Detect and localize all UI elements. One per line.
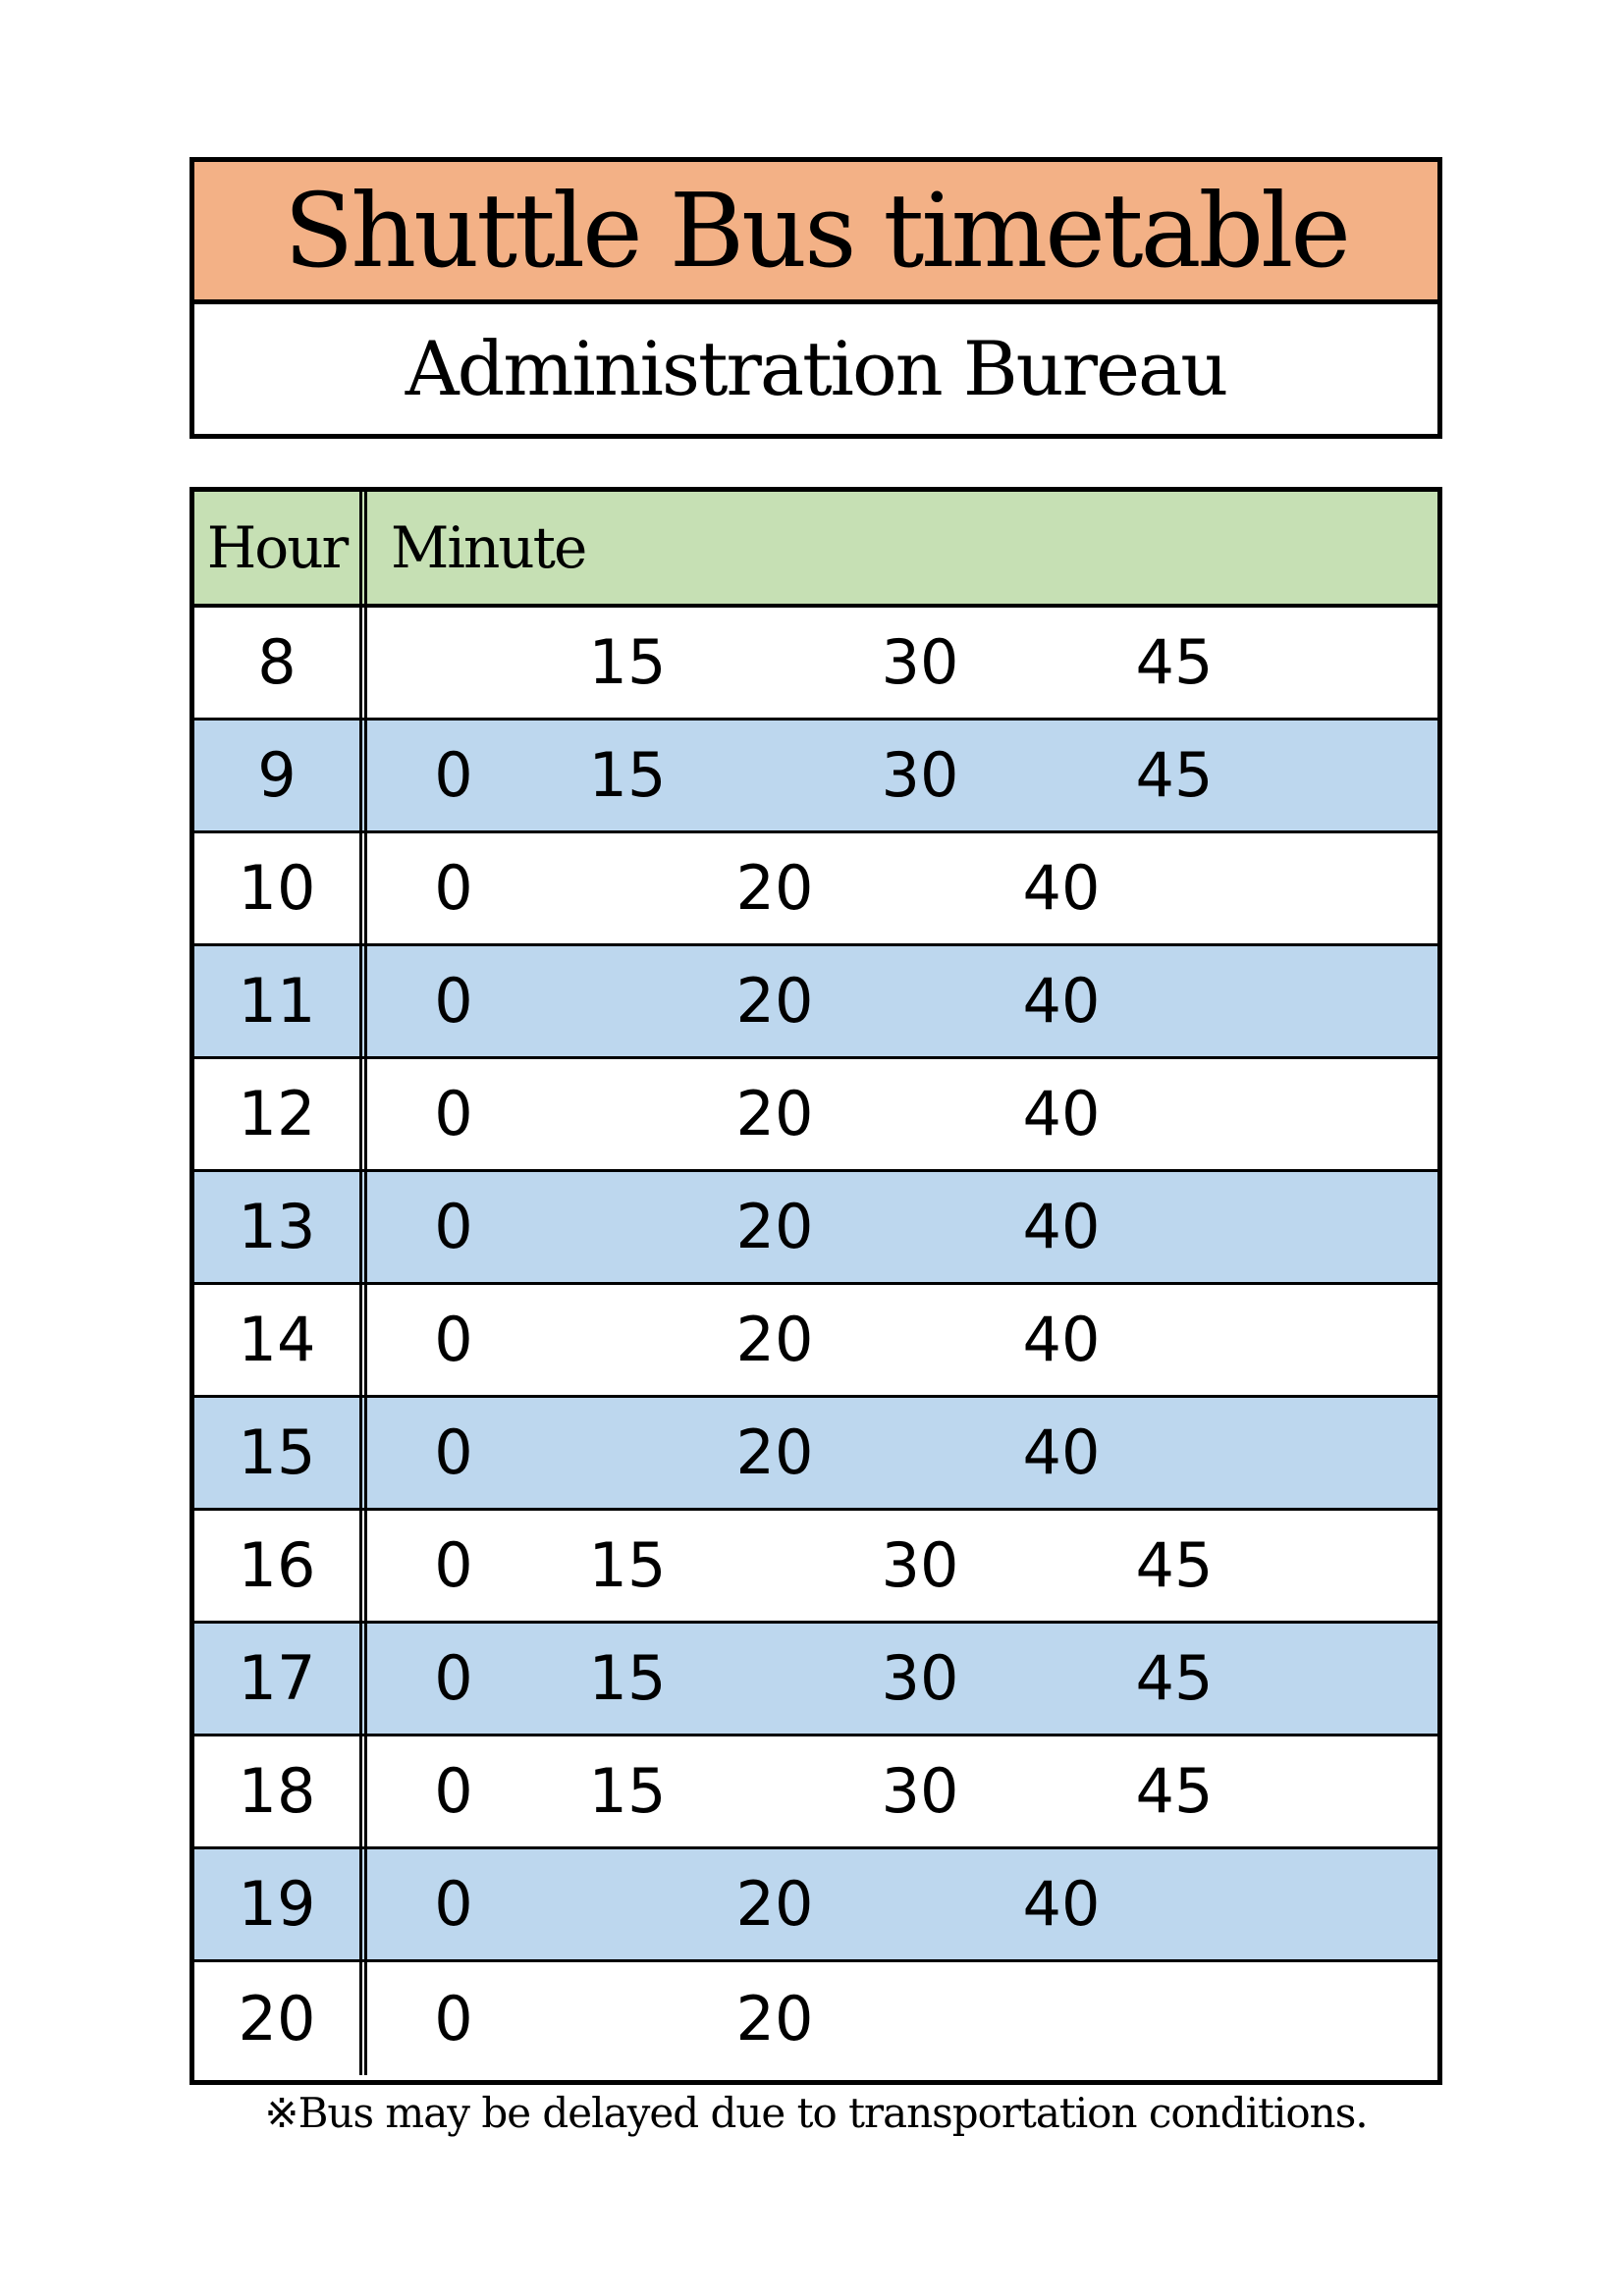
minute-value: 0 [434,1982,473,2055]
hour-cell: 15 [194,1398,367,1508]
minute-value: 30 [881,739,959,811]
table-row [194,721,1437,833]
hour-cell: 13 [194,1172,367,1282]
minute-cell [367,1285,1437,1395]
table-row [194,608,1437,721]
table-row [194,833,1437,946]
minute-value: 20 [735,965,814,1037]
minute-value: 30 [881,1529,959,1601]
minute-value: 30 [881,626,959,698]
hour-cell: 14 [194,1285,367,1395]
minute-cell [367,946,1437,1056]
minute-value: 0 [434,1868,473,1940]
minute-value: 45 [1135,1529,1214,1601]
minute-value: 40 [1022,1191,1101,1262]
minute-value: 45 [1135,1755,1214,1827]
minute-value: 20 [735,1982,814,2055]
title-box [189,157,1442,439]
table-row [194,1059,1437,1172]
minute-cell [367,1849,1437,1959]
minute-value: 0 [434,965,473,1037]
minute-value: 20 [735,1191,814,1262]
minute-value: 15 [588,1529,667,1601]
hour-cell: 20 [194,1962,367,2075]
table-row [194,1849,1437,1962]
table-row [194,1398,1437,1511]
page-title: Shuttle Bus timetable [194,162,1437,304]
minute-cell [367,833,1437,943]
minute-value: 0 [434,1304,473,1375]
hour-cell: 19 [194,1849,367,1959]
minute-cell [367,1736,1437,1846]
minute-value: 15 [588,739,667,811]
minute-value: 20 [735,1868,814,1940]
table-row [194,1962,1437,2075]
minute-value: 0 [434,1642,473,1714]
minute-cell [367,608,1437,718]
minute-value: 40 [1022,965,1101,1037]
table-row [194,946,1437,1059]
minute-value: 40 [1022,1304,1101,1375]
minute-value: 0 [434,1078,473,1149]
table-row [194,1172,1437,1285]
minute-value: 0 [434,1191,473,1262]
minute-value: 30 [881,1642,959,1714]
table-row [194,1511,1437,1624]
delay-note: ※Bus may be delayed due to transportation conditions. [264,2089,1368,2137]
minute-cell [367,1172,1437,1282]
table-row [194,1736,1437,1849]
minute-value: 0 [434,739,473,811]
minute-cell [367,1059,1437,1169]
minute-value: 15 [588,1755,667,1827]
hour-cell: 10 [194,833,367,943]
minute-value: 40 [1022,1868,1101,1940]
hour-cell: 9 [194,721,367,830]
hour-header: Hour [194,492,367,604]
hour-cell: 12 [194,1059,367,1169]
hour-cell: 8 [194,608,367,718]
table-row [194,1624,1437,1736]
minute-header: Minute [391,514,586,581]
minute-cell [367,1398,1437,1508]
table-row [194,1285,1437,1398]
minute-value: 45 [1135,1642,1214,1714]
minute-cell [367,1624,1437,1734]
minute-value: 20 [735,1416,814,1488]
minute-value: 45 [1135,739,1214,811]
page-subtitle: Administration Bureau [405,325,1227,412]
minute-value: 15 [588,1642,667,1714]
minute-value: 20 [735,1078,814,1149]
minute-cell [367,1962,1437,2075]
minute-value: 0 [434,1416,473,1488]
minute-value: 40 [1022,1416,1101,1488]
minute-cell [367,721,1437,830]
minute-value: 40 [1022,852,1101,924]
minute-value: 40 [1022,1078,1101,1149]
minute-value: 0 [434,1755,473,1827]
hour-cell: 11 [194,946,367,1056]
minute-value: 0 [434,1529,473,1601]
minute-value: 0 [434,852,473,924]
minute-value: 20 [735,1304,814,1375]
timetable [189,487,1442,2085]
minute-value: 15 [588,626,667,698]
hour-cell: 16 [194,1511,367,1621]
minute-value: 20 [735,852,814,924]
hour-cell: 18 [194,1736,367,1846]
table-header-row [194,492,1437,608]
hour-cell: 17 [194,1624,367,1734]
minute-cell [367,1511,1437,1621]
minute-value: 30 [881,1755,959,1827]
minute-value: 45 [1135,626,1214,698]
